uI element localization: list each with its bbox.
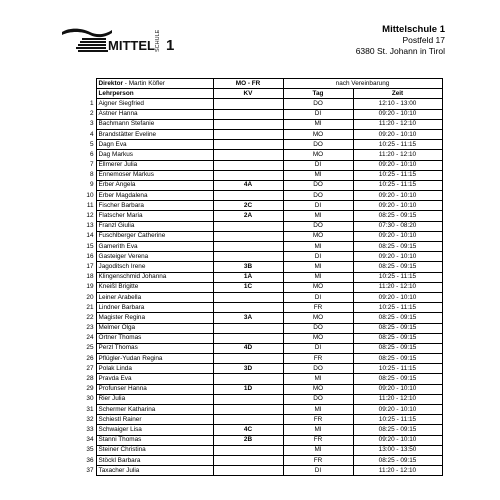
row-number: 12: [86, 212, 94, 220]
consultation-day: DO: [283, 221, 353, 231]
consultation-time: 11:20 - 12:10: [353, 282, 442, 292]
consultation-day: MI: [283, 425, 353, 435]
class-teacher-kv: [213, 354, 283, 364]
class-teacher-kv: 2A: [213, 211, 283, 221]
class-teacher-kv: 3B: [213, 262, 283, 272]
consultation-time: 10:25 - 11:15: [353, 170, 442, 180]
table-row: [84, 262, 442, 272]
row-number: 29: [86, 385, 94, 393]
consultation-day: FR: [283, 354, 353, 364]
consultation-time: 11:20 - 12:10: [353, 119, 442, 129]
consultation-day: MO: [283, 282, 353, 292]
row-number: 22: [86, 313, 94, 321]
teacher-name: Erber Magdalena: [96, 191, 213, 201]
logo-vertical-text: SCHULE: [155, 29, 161, 52]
school-logo: [60, 24, 186, 54]
teacher-name: Leiner Arabella: [96, 292, 213, 302]
consultation-time: 10:25 - 11:15: [353, 272, 442, 282]
table-row: [84, 292, 442, 302]
table-row: [84, 313, 442, 323]
row-number: 9: [89, 181, 94, 189]
teacher-name: Pflügler-Yudan Regina: [96, 354, 213, 364]
table-row: [84, 384, 442, 394]
table-row: [84, 405, 442, 415]
table-row: [84, 231, 442, 241]
director-days: MO - FR: [213, 79, 283, 89]
row-number: 16: [86, 252, 94, 260]
teacher-name: Gamerith Eva: [96, 242, 213, 252]
teacher-name: Kneißl Brigitte: [96, 282, 213, 292]
consultation-day: DI: [283, 201, 353, 211]
consultation-day: MI: [283, 211, 353, 221]
row-number: 26: [86, 354, 94, 362]
consultation-time: 10:25 - 11:15: [353, 180, 442, 190]
row-number: 37: [86, 466, 94, 474]
consultation-time: 09:20 - 10:10: [353, 201, 442, 211]
consultation-day: MI: [283, 262, 353, 272]
table-row: [84, 119, 442, 129]
consultation-time: 08:25 - 09:15: [353, 211, 442, 221]
director-name: Martin Köfler: [128, 79, 165, 87]
table-row: [84, 445, 442, 455]
teacher-name: Franzl Giulia: [96, 221, 213, 231]
class-teacher-kv: [213, 455, 283, 465]
consultation-day: FR: [283, 455, 353, 465]
row-number: 3: [89, 120, 94, 128]
table-row: [84, 435, 442, 445]
table-row: [84, 455, 442, 465]
consultation-day: DO: [283, 140, 353, 150]
teacher-name: Ellmerer Julia: [96, 160, 213, 170]
table-row: [84, 201, 442, 211]
teacher-name: Steiner Christina: [96, 445, 213, 455]
teacher-name: Schiestl Rainer: [96, 415, 213, 425]
class-teacher-kv: [213, 140, 283, 150]
consultation-day: MO: [283, 384, 353, 394]
teacher-name: Dag Markus: [96, 150, 213, 160]
consultation-time: 09:20 - 10:10: [353, 405, 442, 415]
table-row: [84, 221, 442, 231]
class-teacher-kv: [213, 99, 283, 109]
consultation-day: DI: [283, 292, 353, 302]
table-row: [84, 242, 442, 252]
consultation-time: 08:25 - 09:15: [353, 374, 442, 384]
table-row: [84, 394, 442, 404]
table-row: [84, 252, 442, 262]
consultation-day: MO: [283, 313, 353, 323]
consultation-day: DI: [283, 160, 353, 170]
consultation-day: FR: [283, 415, 353, 425]
consultation-day: DO: [283, 99, 353, 109]
teacher-name: Jagoditsch Irene: [96, 262, 213, 272]
teacher-name: Profunser Hanna: [96, 384, 213, 394]
teacher-name: Fischer Barbara: [96, 201, 213, 211]
header-kv: KV: [213, 89, 283, 99]
teacher-name: Astner Hanna: [96, 109, 213, 119]
consultation-time: 13:00 - 13:50: [353, 445, 442, 455]
teacher-name: Perzl Thomas: [96, 343, 213, 353]
teacher-name: Klingenschmid Johanna: [96, 272, 213, 282]
consultation-day: DO: [283, 323, 353, 333]
consultation-time: 09:20 - 10:10: [353, 384, 442, 394]
class-teacher-kv: 1A: [213, 272, 283, 282]
consultation-time: 11:20 - 12:10: [353, 466, 442, 476]
consultation-time: 09:20 - 10:10: [353, 129, 442, 139]
consultation-day: DI: [283, 466, 353, 476]
teacher-name: Taxacher Julia: [96, 466, 213, 476]
consultation-time: 08:25 - 09:15: [353, 262, 442, 272]
school-street: Postfeld 17: [402, 35, 445, 45]
consultation-day: MO: [283, 231, 353, 241]
consultation-time: 08:25 - 09:15: [353, 455, 442, 465]
row-number: 20: [86, 293, 94, 301]
row-number: 36: [86, 456, 94, 464]
consultation-day: MO: [283, 150, 353, 160]
row-number: 7: [89, 161, 94, 169]
teacher-name: Rier Julia: [96, 394, 213, 404]
class-teacher-kv: [213, 333, 283, 343]
class-teacher-kv: 4C: [213, 425, 283, 435]
consultation-day: FR: [283, 435, 353, 445]
class-teacher-kv: 4A: [213, 180, 283, 190]
class-teacher-kv: [213, 129, 283, 139]
consultation-day: DO: [283, 191, 353, 201]
row-number: 25: [86, 344, 94, 352]
table-row: [84, 364, 442, 374]
consultation-day: MI: [283, 170, 353, 180]
class-teacher-kv: 2C: [213, 201, 283, 211]
teacher-name: Brandstätter Eveline: [96, 129, 213, 139]
consultation-day: MI: [283, 445, 353, 455]
consultation-time: 09:20 - 10:10: [353, 231, 442, 241]
class-teacher-kv: [213, 191, 283, 201]
director-row: [84, 79, 442, 89]
consultation-day: FR: [283, 303, 353, 313]
table-row: [84, 333, 442, 343]
class-teacher-kv: [213, 170, 283, 180]
table-row: [84, 354, 442, 364]
header-tag: Tag: [283, 89, 353, 99]
consultation-time: 09:20 - 10:10: [353, 435, 442, 445]
teacher-name: Dagn Eva: [96, 140, 213, 150]
consultation-time: 10:25 - 11:15: [353, 415, 442, 425]
class-teacher-kv: 1C: [213, 282, 283, 292]
director-cell: Direktor - Martin Köfler: [96, 79, 213, 89]
class-teacher-kv: [213, 119, 283, 129]
consultation-time: 08:25 - 09:15: [353, 343, 442, 353]
class-teacher-kv: 4D: [213, 343, 283, 353]
table-row: [84, 170, 442, 180]
row-number: 18: [86, 273, 94, 281]
teacher-name: Erber Angela: [96, 180, 213, 190]
class-teacher-kv: [213, 323, 283, 333]
class-teacher-kv: [213, 109, 283, 119]
header-zeit: Zeit: [353, 89, 442, 99]
row-number: 27: [86, 364, 94, 372]
row-number: 1: [89, 99, 94, 107]
row-number: 33: [86, 425, 94, 433]
table-row: [84, 425, 442, 435]
teacher-name: Aigner Siegfried: [96, 99, 213, 109]
row-number: 28: [86, 375, 94, 383]
row-number: 13: [86, 222, 94, 230]
row-number: 24: [86, 334, 94, 342]
consultation-time: 08:25 - 09:15: [353, 333, 442, 343]
consultation-time: 07:30 - 08:20: [353, 221, 442, 231]
consultation-time: 09:20 - 10:10: [353, 252, 442, 262]
teacher-name: Schwaiger Lisa: [96, 425, 213, 435]
row-number: 14: [86, 232, 94, 240]
table-row: [84, 160, 442, 170]
table-row: [84, 272, 442, 282]
table-row: [84, 140, 442, 150]
row-number: 11: [86, 201, 94, 209]
table-row: [84, 374, 442, 384]
teacher-name: Schermer Katharina: [96, 405, 213, 415]
row-number: 21: [86, 303, 94, 311]
row-number: 5: [89, 140, 94, 148]
consultation-time: 08:25 - 09:15: [353, 323, 442, 333]
teacher-name: Flatscher Maria: [96, 211, 213, 221]
header-lehrperson: Lehrperson: [96, 89, 213, 99]
row-number: 32: [86, 415, 94, 423]
teacher-name: Gasteiger Verena: [96, 252, 213, 262]
logo-wave-graphic: [62, 29, 112, 52]
school-city: 6380 St. Johann in Tirol: [355, 46, 445, 56]
table-row: [84, 150, 442, 160]
table-row: [84, 180, 442, 190]
teacher-name: Fuschlberger Catherine: [96, 231, 213, 241]
consultation-day: MI: [283, 374, 353, 384]
office-hours-table: [84, 78, 443, 476]
consultation-time: 10:25 - 11:15: [353, 364, 442, 374]
class-teacher-kv: [213, 445, 283, 455]
consultation-time: 10:25 - 11:15: [353, 140, 442, 150]
consultation-day: DO: [283, 394, 353, 404]
consultation-day: MO: [283, 129, 353, 139]
director-time: nach Vereinbarung: [283, 79, 442, 89]
teacher-name: Polak Linda: [96, 364, 213, 374]
consultation-day: DO: [283, 180, 353, 190]
consultation-time: 08:25 - 09:15: [353, 242, 442, 252]
table-row: [84, 99, 442, 109]
row-number: 2: [89, 110, 94, 118]
consultation-day: MI: [283, 119, 353, 129]
class-teacher-kv: 1D: [213, 384, 283, 394]
consultation-time: 09:20 - 10:10: [353, 191, 442, 201]
consultation-time: 08:25 - 09:15: [353, 425, 442, 435]
director-label: Direktor: [98, 79, 124, 87]
logo-number: 1: [166, 37, 175, 54]
table-row: [84, 211, 442, 221]
row-number: 23: [86, 324, 94, 332]
teacher-name: Pravda Eva: [96, 374, 213, 384]
class-teacher-kv: [213, 415, 283, 425]
logo-text: MITTEL: [108, 38, 155, 53]
class-teacher-kv: 3A: [213, 313, 283, 323]
class-teacher-kv: [213, 252, 283, 262]
column-header-row: [84, 89, 442, 99]
table-row: [84, 323, 442, 333]
table-row: [84, 303, 442, 313]
class-teacher-kv: [213, 160, 283, 170]
row-number: 6: [89, 150, 94, 158]
row-number: 17: [86, 262, 94, 270]
class-teacher-kv: [213, 405, 283, 415]
teacher-name: Bachmann Stefanie: [96, 119, 213, 129]
class-teacher-kv: [213, 303, 283, 313]
teacher-name: Magister Regina: [96, 313, 213, 323]
teacher-name: Ennemoser Markus: [96, 170, 213, 180]
row-number: 30: [86, 395, 94, 403]
table-row: [84, 109, 442, 119]
class-teacher-kv: [213, 394, 283, 404]
table-row: [84, 129, 442, 139]
table-row: [84, 466, 442, 476]
teacher-name: Stöckl Barbara: [96, 455, 213, 465]
consultation-day: MI: [283, 272, 353, 282]
row-number: 4: [89, 130, 94, 138]
consultation-time: 09:20 - 10:10: [353, 109, 442, 119]
row-number: 8: [89, 171, 94, 179]
consultation-time: 09:20 - 10:10: [353, 292, 442, 302]
class-teacher-kv: [213, 292, 283, 302]
teacher-name: Stanni Thomas: [96, 435, 213, 445]
consultation-day: DO: [283, 364, 353, 374]
consultation-day: MI: [283, 242, 353, 252]
teacher-name: Lindner Barbara: [96, 303, 213, 313]
class-teacher-kv: [213, 221, 283, 231]
table-row: [84, 191, 442, 201]
consultation-day: MI: [283, 405, 353, 415]
consultation-time: 09:20 - 10:10: [353, 160, 442, 170]
consultation-day: DI: [283, 343, 353, 353]
class-teacher-kv: 2B: [213, 435, 283, 445]
consultation-time: 08:25 - 09:15: [353, 313, 442, 323]
class-teacher-kv: [213, 466, 283, 476]
consultation-day: DI: [283, 252, 353, 262]
consultation-time: 10:25 - 11:15: [353, 303, 442, 313]
teacher-name: Melmer Olga: [96, 323, 213, 333]
class-teacher-kv: [213, 231, 283, 241]
class-teacher-kv: [213, 242, 283, 252]
row-number: 10: [86, 191, 94, 199]
class-teacher-kv: 3D: [213, 364, 283, 374]
row-number: 35: [86, 446, 94, 454]
consultation-time: 08:25 - 09:15: [353, 354, 442, 364]
consultation-day: DI: [283, 109, 353, 119]
row-number: 15: [86, 242, 94, 250]
school-name: Mittelschule 1: [382, 24, 445, 35]
table-row: [84, 282, 442, 292]
consultation-time: 12:10 - 13:00: [353, 99, 442, 109]
consultation-time: 11:20 - 12:10: [353, 394, 442, 404]
consultation-time: 11:20 - 12:10: [353, 150, 442, 160]
row-number: 31: [86, 405, 94, 413]
school-address: [356, 24, 445, 57]
row-number: 19: [86, 283, 94, 291]
class-teacher-kv: [213, 374, 283, 384]
consultation-day: MO: [283, 333, 353, 343]
teacher-name: Ortner Thomas: [96, 333, 213, 343]
table-row: [84, 343, 442, 353]
class-teacher-kv: [213, 150, 283, 160]
table-row: [84, 415, 442, 425]
row-number: 34: [86, 436, 94, 444]
